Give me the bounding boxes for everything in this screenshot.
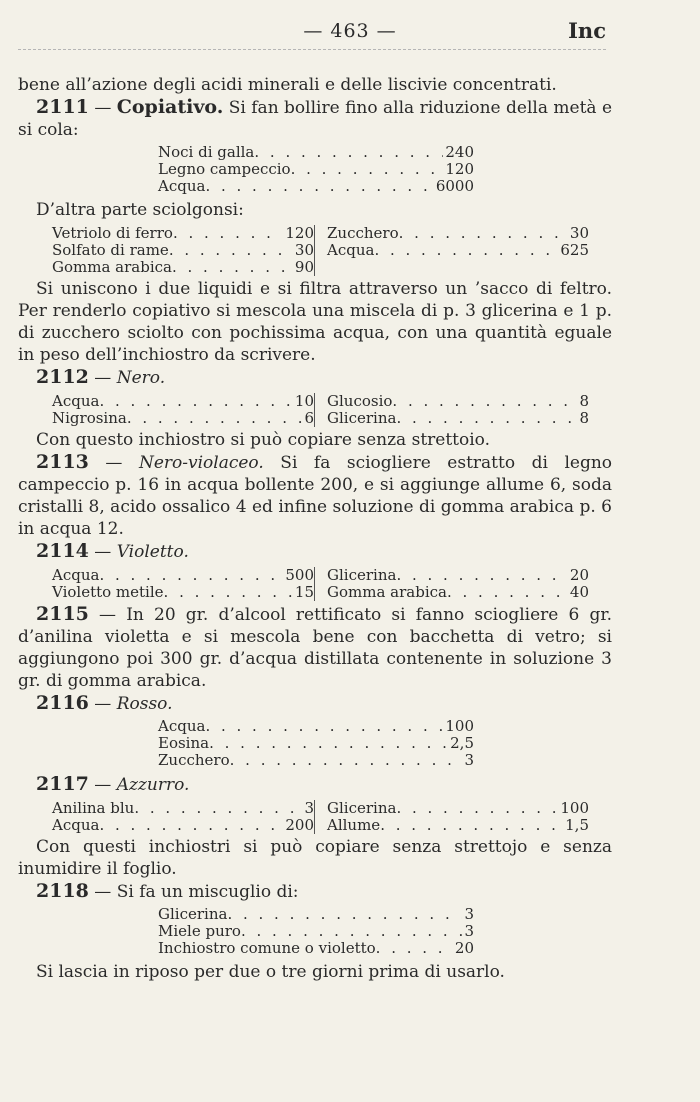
ingredient-label: Acqua	[52, 566, 100, 584]
ingredients-right-column	[314, 567, 589, 601]
ingredient-row	[158, 906, 474, 923]
ingredient-label: Legno campeccio	[158, 160, 291, 178]
recipe-2118	[18, 880, 612, 903]
recipe-dash: —	[94, 694, 112, 714]
ingredients-2114	[52, 567, 612, 601]
recipe-dash: —	[99, 605, 117, 625]
recipe-2113	[18, 451, 612, 540]
ingredient-row	[327, 567, 589, 584]
recipe-number: 2116	[36, 692, 89, 714]
recipe-2115	[18, 603, 612, 692]
ingredient-label: Glucosio	[327, 392, 393, 410]
recipe-title: Copiativo.	[116, 96, 224, 118]
ingredients-2118	[158, 906, 474, 957]
ingredient-row	[158, 923, 474, 940]
ingredient-row	[158, 178, 474, 195]
ingredient-label: Inchiostro comune o violetto	[158, 939, 376, 957]
recipe-title: Nero-violaceo.	[138, 453, 264, 473]
ingredient-row	[327, 817, 589, 834]
ingredient-row	[52, 393, 314, 410]
ingredient-value: 30	[569, 224, 589, 242]
ingredient-label: Vetriolo di ferro	[52, 224, 173, 242]
ingredients-2111a	[158, 144, 474, 195]
ingredients-right-column	[314, 225, 589, 276]
recipe-2112	[18, 366, 612, 389]
section-heading: Inc	[568, 18, 606, 43]
ingredients-2112	[52, 393, 612, 427]
recipe-dash: —	[105, 453, 123, 473]
recipe-title: Nero.	[116, 368, 166, 388]
recipe-2114	[18, 540, 612, 563]
ingredient-label: Nigrosina	[52, 409, 127, 427]
recipe-number: 2111	[36, 96, 89, 118]
ingredients-2117	[52, 800, 612, 834]
ingredient-label: Gomma arabica	[327, 583, 447, 601]
ingredient-label: Miele puro	[158, 922, 241, 940]
ingredient-value: 8	[579, 409, 589, 427]
recipe-2117	[18, 773, 612, 796]
ingredient-row	[52, 242, 314, 259]
ingredient-label: Allume	[327, 816, 381, 834]
ingredient-label: Glicerina	[327, 799, 397, 817]
ingredient-row	[158, 161, 474, 178]
paragraph-2112-note: Con questo inchiostro si può copiare senza strettoio.	[36, 430, 491, 450]
recipe-dash: —	[94, 368, 112, 388]
ingredient-value: 6000	[435, 177, 474, 195]
paragraph-intro: bene all’azione degli acidi minerali e delle liscivie concentrati.	[18, 75, 557, 95]
recipe-2111	[18, 96, 612, 141]
recipe-number: 2112	[36, 366, 89, 388]
ingredients-right-column	[314, 800, 589, 834]
recipe-title: Rosso.	[116, 694, 173, 714]
recipe-dash: —	[94, 775, 112, 795]
recipe-title: Azzurro.	[116, 775, 190, 795]
ingredient-row	[327, 393, 589, 410]
ingredient-value: 8	[579, 392, 589, 410]
ingredient-value: 30	[294, 241, 314, 259]
ingredient-label: Glicerina	[158, 905, 228, 923]
ingredient-label: Acqua	[52, 392, 100, 410]
ingredient-value: 40	[569, 583, 589, 601]
ingredient-row	[52, 259, 314, 276]
page-number: — 463 —	[303, 20, 397, 42]
ingredient-label: Glicerina	[327, 409, 397, 427]
ingredient-row	[327, 800, 589, 817]
ingredient-value: 120	[285, 224, 314, 242]
ingredient-value: 15	[294, 583, 314, 601]
ingredient-value: 200	[285, 816, 314, 834]
ingredient-label: Zucchero	[158, 751, 230, 769]
ingredient-row	[158, 144, 474, 161]
recipe-number: 2118	[36, 880, 89, 902]
ingredient-row	[52, 800, 314, 817]
ingredient-row	[327, 410, 589, 427]
recipe-dash: —	[94, 882, 112, 902]
ingredient-value: 3	[464, 751, 474, 769]
ingredient-value: 100	[560, 799, 589, 817]
ingredient-value: 6	[304, 409, 314, 427]
ingredient-row	[52, 567, 314, 584]
ingredient-value: 2,5	[450, 734, 474, 752]
ingredient-label: Acqua	[158, 717, 206, 735]
ingredients-2111b	[52, 225, 612, 276]
ingredient-row	[52, 817, 314, 834]
ingredient-label: Glicerina	[327, 566, 397, 584]
ingredient-value: 500	[285, 566, 314, 584]
ingredient-value: 625	[560, 241, 589, 259]
ingredient-value: 120	[445, 160, 474, 178]
ingredients-left-column	[52, 800, 314, 834]
ingredients-left-column	[52, 567, 314, 601]
ingredient-value: 20	[454, 939, 474, 957]
ingredient-label: Anilina blu	[52, 799, 135, 817]
recipe-dash: —	[94, 98, 112, 118]
ingredient-value: 100	[445, 717, 474, 735]
ingredient-value: 1,5	[565, 816, 589, 834]
ingredient-label: Eosina	[158, 734, 210, 752]
ingredient-label: Zucchero	[327, 224, 399, 242]
ingredient-row	[327, 242, 589, 259]
ingredient-value: 10	[294, 392, 314, 410]
ingredient-row	[158, 940, 474, 957]
recipe-text: In 20 gr. d’alcool rettificato si fanno sciogliere 6 gr. d’anilina violetta e si mescola bene con bacchetta di vetro; si aggiungono poi 300 gr. d’acqua distillata contenente in soluzione 3 gr. di gomma arabica.	[18, 605, 613, 691]
recipe-text: Si fan bollire fino alla riduzione della metà e si cola:	[18, 98, 613, 140]
ingredient-row	[52, 410, 314, 427]
ingredient-row	[327, 225, 589, 242]
ingredient-value: 20	[569, 566, 589, 584]
ingredient-label: Gomma arabica	[52, 258, 172, 276]
ingredients-left-column	[52, 225, 314, 276]
ingredients-2116	[158, 718, 474, 769]
ingredients-right-column	[314, 393, 589, 427]
ingredient-value: 240	[445, 143, 474, 161]
ingredient-row	[158, 718, 474, 735]
paragraph-end: Si lascia in riposo per due o tre giorni prima di usarlo.	[36, 962, 505, 982]
ingredient-label: Violetto metile	[52, 583, 164, 601]
recipe-number: 2114	[36, 540, 89, 562]
recipe-text: Si fa sciogliere estratto di legno campeccio p. 16 in acqua bollente 200, e si aggiunge allume 6, soda cristalli 8, acido ossalico 4 ed infine soluzione di gomma arabica p. 6 in acqua 12.	[18, 453, 613, 539]
ingredient-row	[52, 225, 314, 242]
paragraph-sciolgonsi: D’altra parte sciolgonsi:	[36, 200, 244, 220]
ingredient-value: 3	[464, 905, 474, 923]
ingredient-row	[52, 584, 314, 601]
recipe-text: Si fa un miscuglio di:	[116, 882, 299, 902]
page-header	[0, 16, 700, 46]
recipe-dash: —	[94, 542, 112, 562]
paragraph-uniscono: Si uniscono i due liquidi e si filtra attraverso un ’sacco di feltro. Per renderlo copiativo si mescola una miscela di p. 3 glicerina e 1 p. di zucchero sciolto con pochissima acqua, con una quantità eguale in peso dell’inchiostro da scrivere.	[18, 279, 612, 365]
ingredient-label: Noci di galla	[158, 143, 255, 161]
recipe-2116	[18, 692, 612, 715]
ingredient-value: 3	[304, 799, 314, 817]
recipe-number: 2115	[36, 603, 89, 625]
header-rule	[18, 49, 606, 50]
recipe-number: 2113	[36, 451, 89, 473]
ingredient-row	[158, 735, 474, 752]
ingredients-left-column	[52, 393, 314, 427]
ingredient-row	[327, 584, 589, 601]
paragraph-2117-note: Con questi inchiostri si può copiare senza strettojo e senza inumidire il foglio.	[18, 837, 612, 879]
ingredient-label: Acqua	[327, 241, 375, 259]
ingredient-row	[158, 752, 474, 769]
ingredient-value: 90	[294, 258, 314, 276]
ingredient-value: 3	[464, 922, 474, 940]
recipe-title: Violetto.	[116, 542, 189, 562]
ingredient-label: Acqua	[158, 177, 206, 195]
ingredient-label: Acqua	[52, 816, 100, 834]
ingredient-label: Solfato di rame	[52, 241, 169, 259]
recipe-number: 2117	[36, 773, 89, 795]
page-body	[18, 74, 612, 983]
